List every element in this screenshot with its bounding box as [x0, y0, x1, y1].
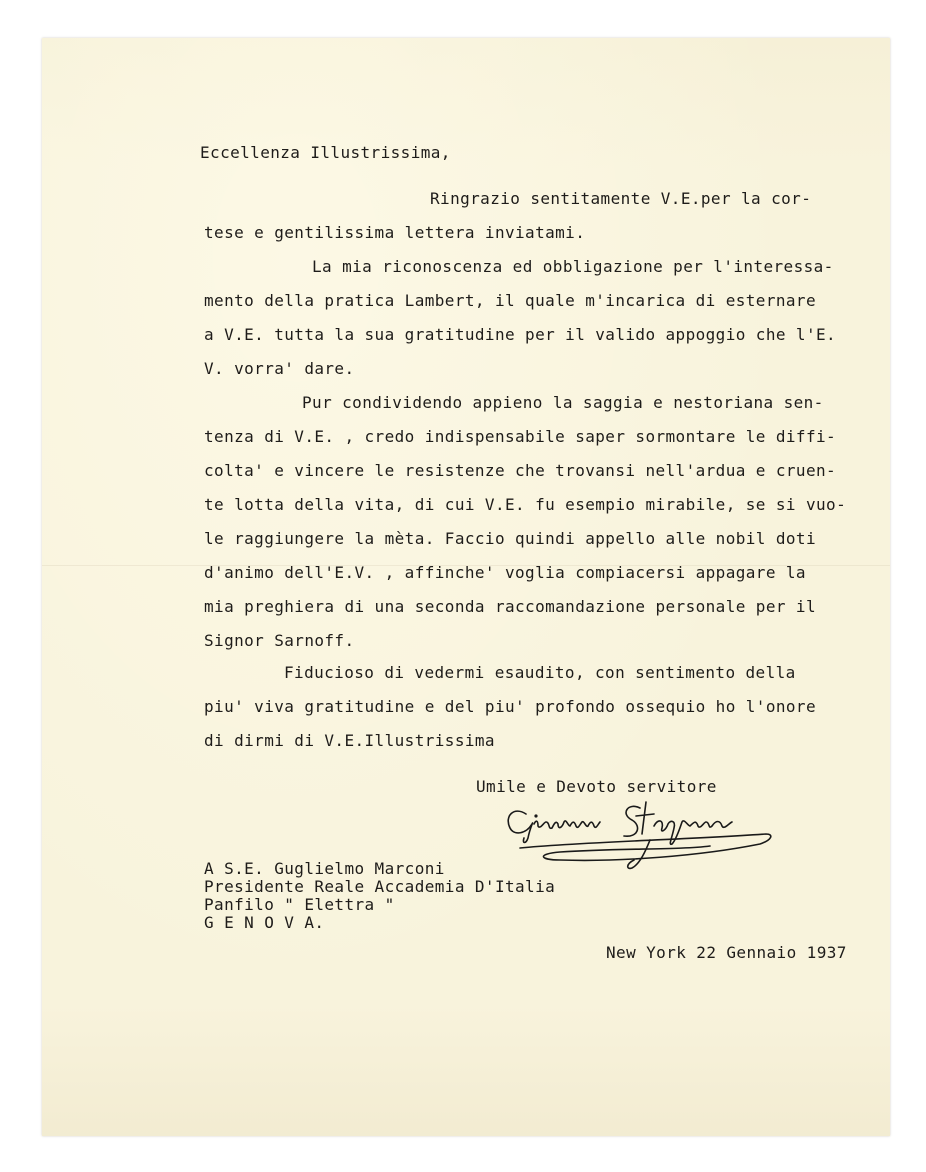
- body-line: Pur condividendo appieno la saggia e nestoriana sen-: [302, 393, 824, 412]
- body-line: le raggiungere la mèta. Faccio quindi appello alle nobil doti: [204, 529, 817, 548]
- salutation: Eccellenza Illustrissima,: [200, 143, 451, 162]
- body-line: Fiducioso di vedermi esaudito, con sentimento della: [284, 663, 796, 682]
- body-line: Signor Sarnoff.: [204, 631, 355, 650]
- body-line: La mia riconoscenza ed obbligazione per l'interessa-: [312, 257, 834, 276]
- body-line: tese e gentilissima lettera inviatami.: [204, 223, 586, 242]
- body-line: V. vorra' dare.: [204, 359, 355, 378]
- body-line: d'animo dell'E.V. , affinche' voglia compiacersi appagare la: [204, 563, 806, 582]
- body-line: tenza di V.E. , credo indispensabile saper sormontare le diffi-: [204, 427, 837, 446]
- body-line: te lotta della vita, di cui V.E. fu esempio mirabile, se si vuo-: [204, 495, 847, 514]
- address-line: G E N O V A.: [204, 913, 325, 932]
- address-line: Presidente Reale Accademia D'Italia: [204, 877, 556, 896]
- body-line: colta' e vincere le resistenze che trovansi nell'ardua e cruen-: [204, 461, 837, 480]
- address-line: A S.E. Guglielmo Marconi: [204, 859, 445, 878]
- handwritten-signature: [500, 788, 780, 878]
- body-line: piu' viva gratitudine e del piu' profondo ossequio ho l'onore: [204, 697, 817, 716]
- body-line: mia preghiera di una seconda raccomandazione personale per il: [204, 597, 817, 616]
- body-line: a V.E. tutta la sua gratitudine per il valido appoggio che l'E.: [204, 325, 837, 344]
- body-line: di dirmi di V.E.Illustrissima: [204, 731, 495, 750]
- closing: Umile e Devoto servitore: [476, 777, 717, 796]
- letter-date: New York 22 Gennaio 1937: [606, 943, 847, 962]
- address-line: Panfilo " Elettra ": [204, 895, 395, 914]
- body-line: mento della pratica Lambert, il quale m'incarica di esternare: [204, 291, 817, 310]
- body-line: Ringrazio sentitamente V.E.per la cor-: [430, 189, 812, 208]
